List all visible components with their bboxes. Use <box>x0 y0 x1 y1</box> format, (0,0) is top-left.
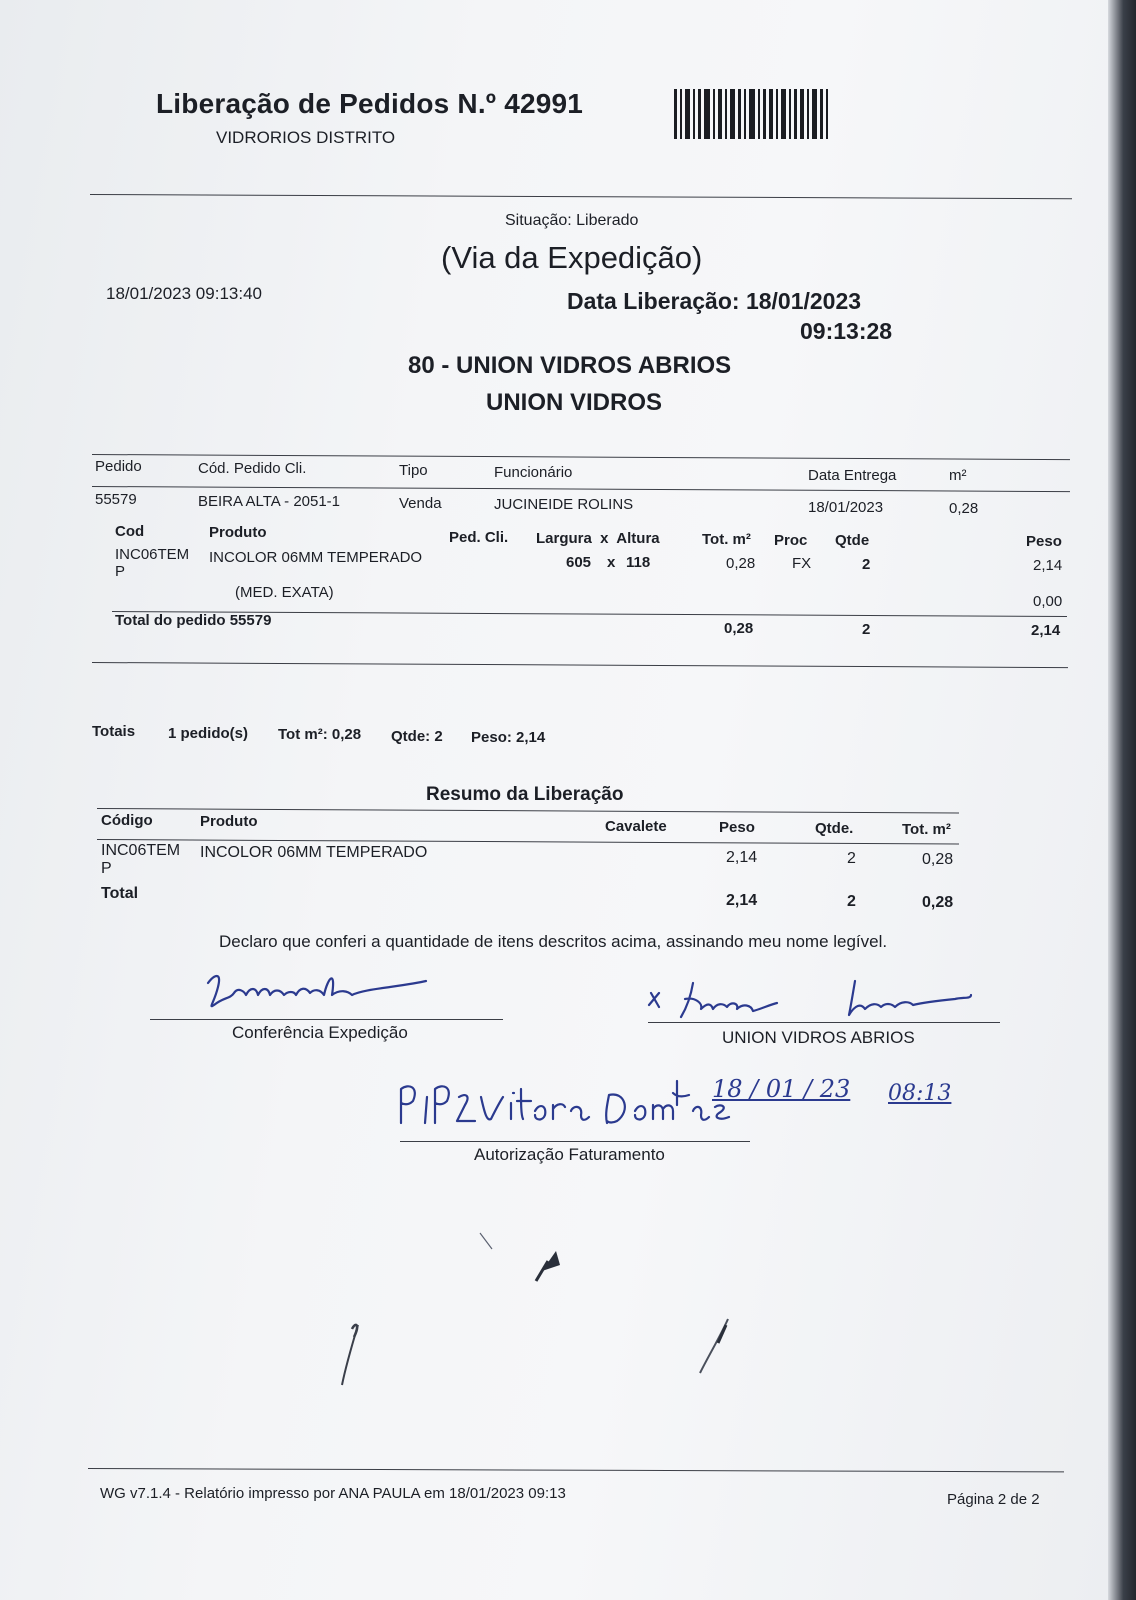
client-signature-label: UNION VIDROS ABRIOS <box>722 1028 915 1047</box>
footer-printed-by: WG v7.1.4 - Relatório impresso por ANA PAULA em 18/01/2023 09:13 <box>100 1485 566 1502</box>
col-header-cod-pedido-cli: Cód. Pedido Cli. <box>198 460 307 477</box>
totals-m2: Tot m²: 0,28 <box>278 726 362 743</box>
item-qtde: 2 <box>862 556 871 573</box>
order-table-bottom-rule <box>92 662 1068 668</box>
item-cod-line2: P <box>115 563 126 580</box>
client-signature-line <box>648 1022 1000 1023</box>
summary-peso: 2,14 <box>726 849 758 866</box>
summary-qtde: 2 <box>847 850 856 867</box>
summary-header-codigo: Código <box>101 812 153 829</box>
totals-label: Totais <box>92 723 136 740</box>
item-header-peso: Peso <box>1026 533 1062 550</box>
order-total-m2: 0,28 <box>724 620 754 637</box>
summary-header-produto: Produto <box>200 813 258 830</box>
order-pedido: 55579 <box>95 491 137 508</box>
item-tot-m2: 0,28 <box>726 555 756 572</box>
autorizacao-line <box>400 1141 750 1142</box>
summary-title: Resumo da Liberação <box>426 784 624 805</box>
autorizacao-signature <box>395 1075 735 1155</box>
col-header-tipo: Tipo <box>399 462 428 479</box>
item-header-cod: Cod <box>115 523 145 540</box>
handwritten-time: 08:13 <box>888 1081 952 1106</box>
item-peso: 2,14 <box>1033 557 1063 574</box>
footer-rule <box>88 1468 1064 1472</box>
autorizacao-label: Autorização Faturamento <box>474 1145 665 1164</box>
item-proc: FX <box>792 555 812 572</box>
order-tipo: Venda <box>399 495 442 512</box>
item-x: x <box>607 554 616 571</box>
col-header-funcionario: Funcionário <box>494 464 573 481</box>
document-title: Liberação de Pedidos N.º 42991 <box>156 88 584 119</box>
company-name: VIDRORIOS DISTRITO <box>216 128 396 147</box>
item-largura: 605 <box>566 554 592 571</box>
summary-total-m2: 0,28 <box>922 894 954 911</box>
item-altura: 118 <box>626 554 651 571</box>
summary-codigo-line2: P <box>101 860 112 877</box>
col-header-m2: m² <box>949 467 967 484</box>
totals-pedidos: 1 pedido(s) <box>168 725 249 742</box>
paper-shadow-edge <box>1108 0 1136 1600</box>
footer-page-number: Página 2 de 2 <box>947 1491 1040 1508</box>
item-header-proc: Proc <box>774 532 808 549</box>
barcode <box>674 89 848 139</box>
summary-header-qtde: Qtde. <box>815 820 854 837</box>
conferencia-line <box>150 1019 503 1020</box>
handwritten-date: 18 / 01 / 23 <box>712 1075 851 1103</box>
item-header-ped-cli: Ped. Cli. <box>449 529 509 546</box>
summary-header-peso: Peso <box>719 819 755 836</box>
order-cod-pedido-cli: BEIRA ALTA - 2051-1 <box>198 493 341 510</box>
col-header-data-entrega: Data Entrega <box>808 467 897 484</box>
copy-label: (Via da Expedição) <box>441 240 703 275</box>
summary-total-qtde: 2 <box>847 893 856 910</box>
order-total-peso: 2,14 <box>1031 622 1061 639</box>
client-name: 80 - UNION VIDROS ABRIOS <box>408 352 732 379</box>
summary-total-peso: 2,14 <box>726 892 758 909</box>
release-date: Data Liberação: 18/01/2023 <box>567 288 862 314</box>
conferencia-label: Conferência Expedição <box>232 1023 408 1042</box>
totals-qtde: Qtde: 2 <box>391 728 443 745</box>
order-table-header-rule <box>92 486 1070 492</box>
conferencia-signature <box>200 965 440 1025</box>
order-total-qtde: 2 <box>862 621 871 638</box>
summary-codigo-line1: INC06TEM <box>101 842 181 859</box>
item-header-qtde: Qtde <box>835 532 870 549</box>
col-header-pedido: Pedido <box>95 458 142 475</box>
item-produto: INCOLOR 06MM TEMPERADO <box>209 549 423 566</box>
summary-produto: INCOLOR 06MM TEMPERADO <box>200 844 428 861</box>
item-note: (MED. EXATA) <box>235 584 334 601</box>
declaration-text: Declaro que conferi a quantidade de itens descritos acima, assinando meu nome legível. <box>219 932 888 951</box>
item-cod-line1: INC06TEM <box>115 546 190 563</box>
item-header-tot-m2: Tot. m² <box>702 531 751 548</box>
order-funcionario: JUCINEIDE ROLINS <box>494 496 634 513</box>
item-note-peso: 0,00 <box>1033 593 1063 610</box>
header-divider <box>90 194 1072 199</box>
summary-total-label: Total <box>101 885 139 902</box>
print-datetime: 18/01/2023 09:13:40 <box>106 284 262 303</box>
summary-header-tot-m2: Tot. m² <box>902 821 951 838</box>
status-label: Situação: Liberado <box>505 212 639 229</box>
totals-peso: Peso: 2,14 <box>471 729 546 746</box>
release-time: 09:13:28 <box>800 318 893 344</box>
order-data-entrega: 18/01/2023 <box>808 499 884 516</box>
stray-ink-marks <box>320 1225 780 1445</box>
item-header-largura-altura: Largura x Altura <box>536 530 660 547</box>
client-signature <box>645 975 995 1035</box>
order-m2: 0,28 <box>949 500 979 517</box>
summary-header-cavalete: Cavalete <box>605 818 667 835</box>
summary-tot-m2: 0,28 <box>922 851 954 868</box>
order-total-label: Total do pedido 55579 <box>115 612 272 629</box>
client-short-name: UNION VIDROS <box>486 389 663 416</box>
item-header-produto: Produto <box>209 524 267 541</box>
